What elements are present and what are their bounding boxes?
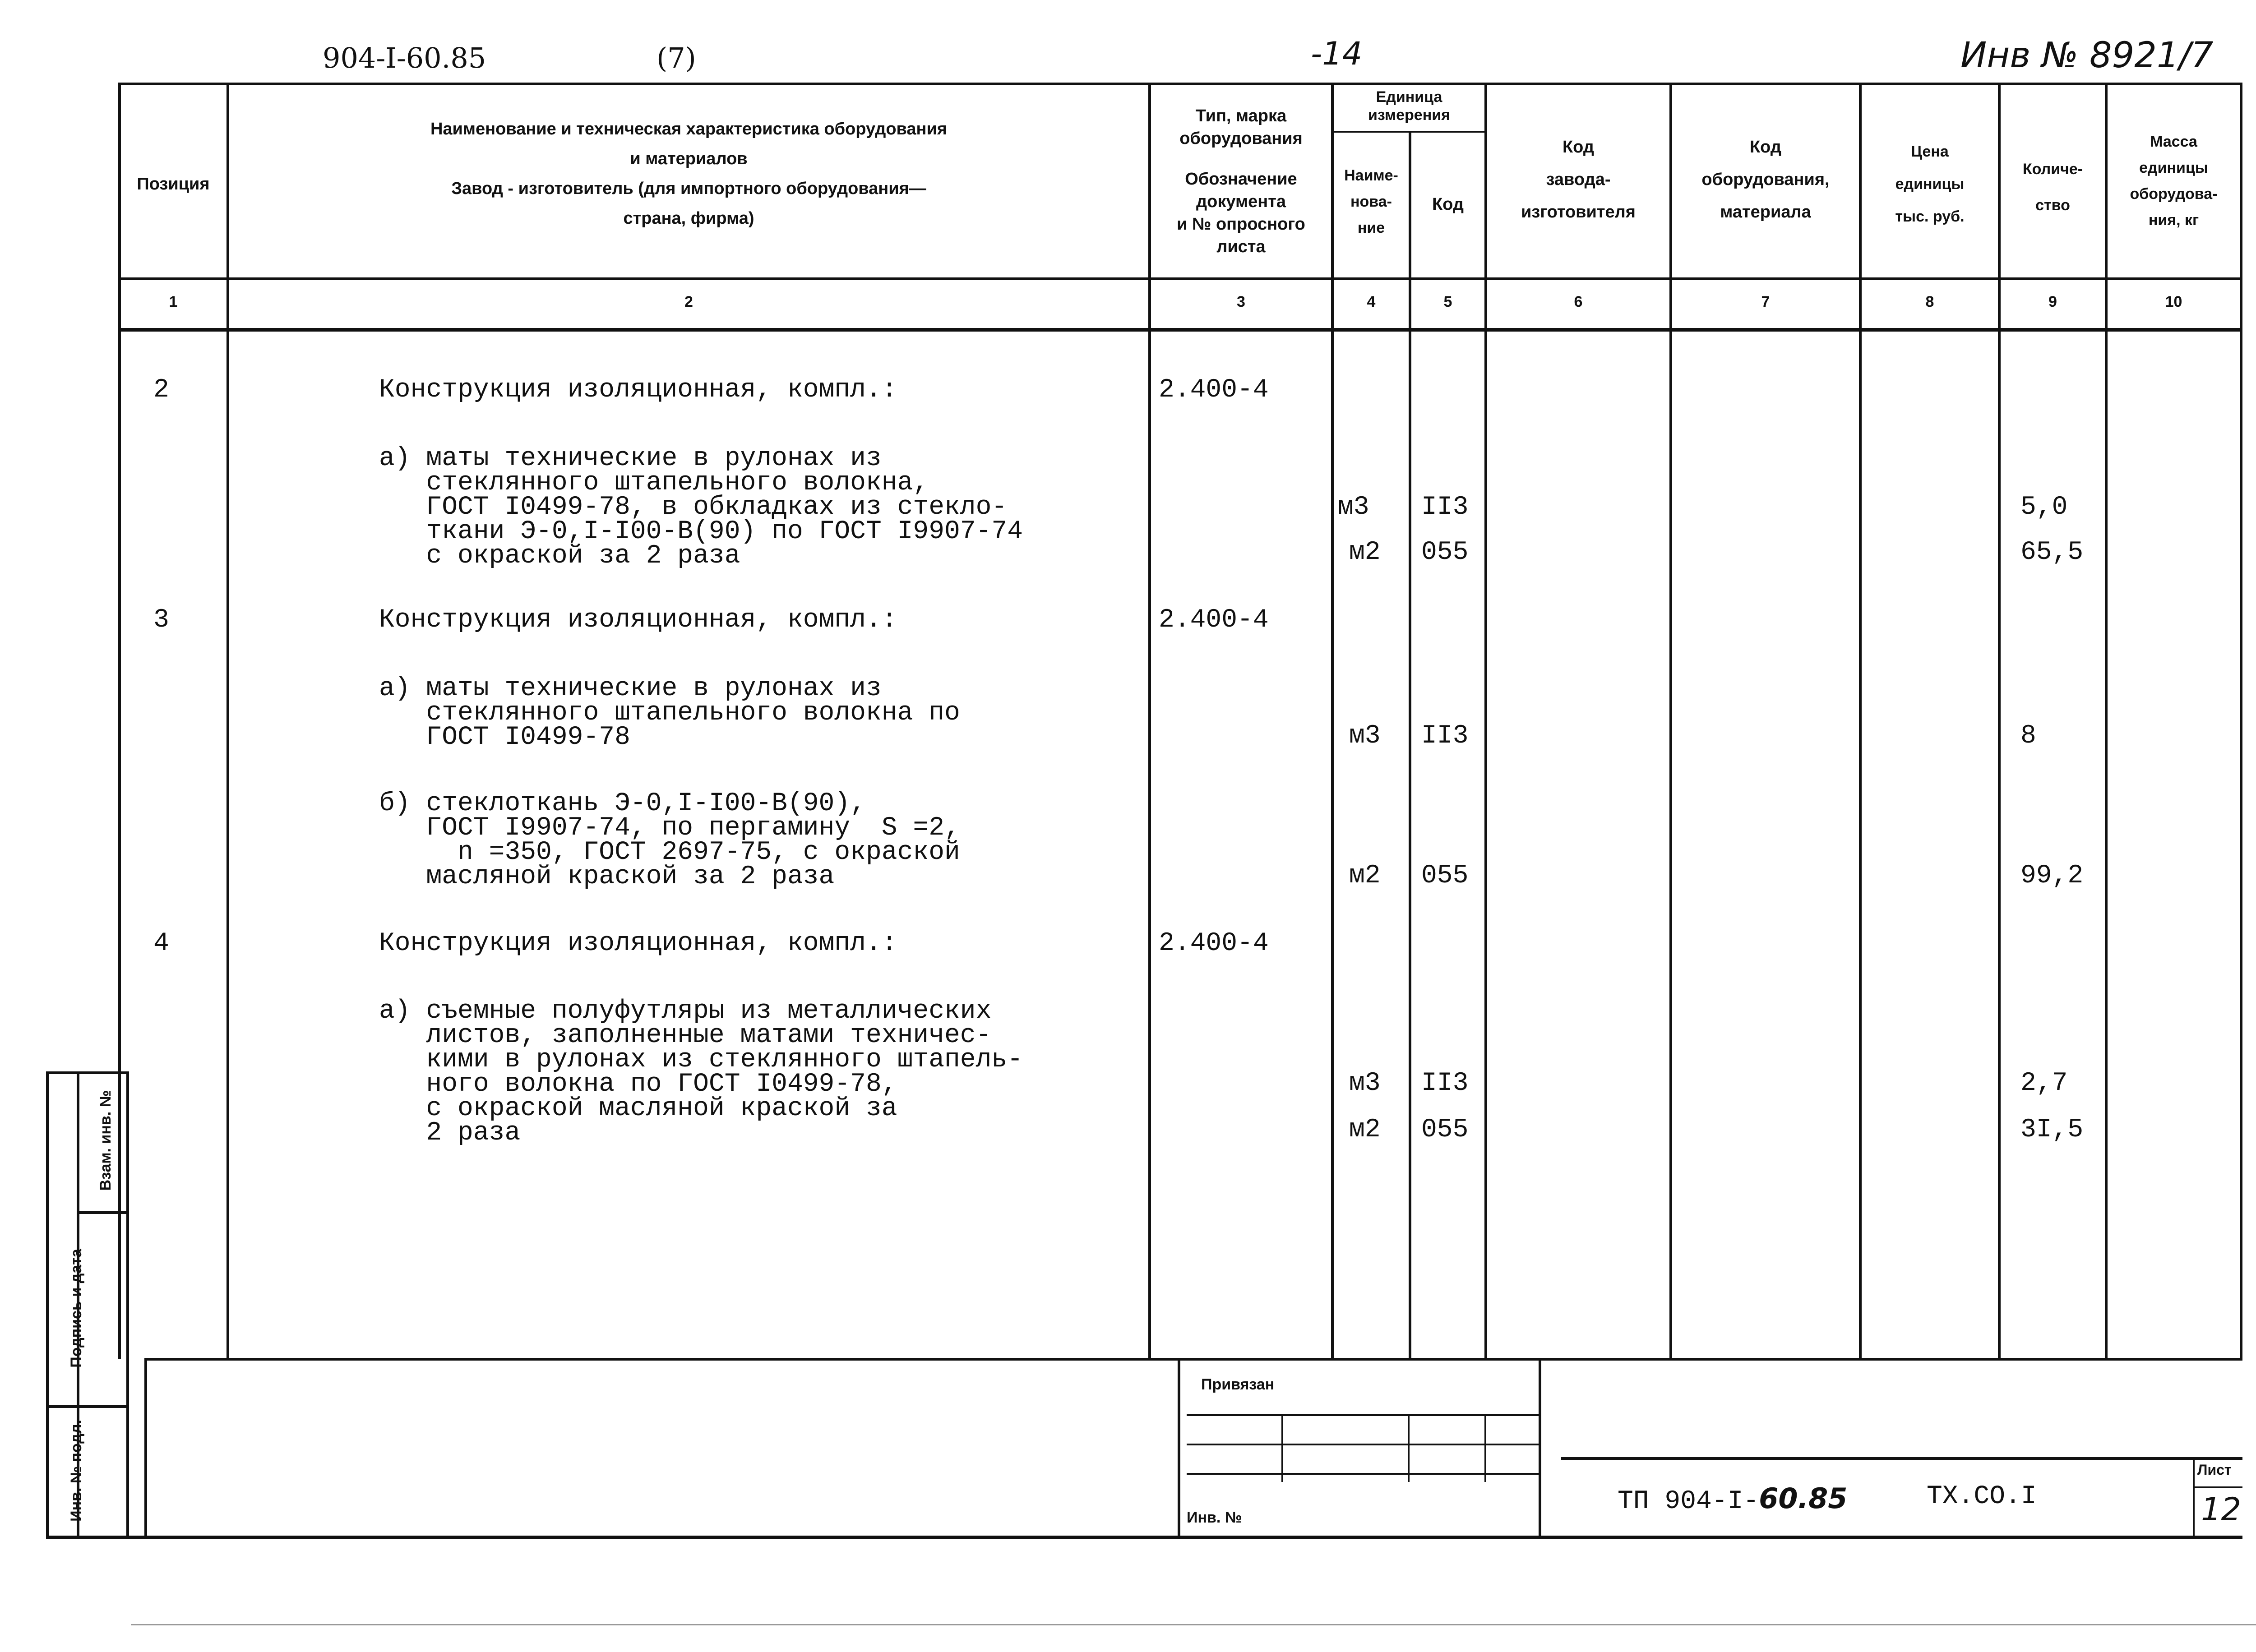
page-number: -14 <box>1311 35 1363 72</box>
row3-title: Конструкция изоляционная, компл.: <box>379 605 897 635</box>
header-name-line4: страна, фирма) <box>623 209 754 228</box>
header-name-line1: Наименование и техническая характеристика оборудования <box>430 120 948 138</box>
row4a-qty-1: 2,7 <box>2020 1069 2068 1098</box>
position-4: 4 <box>153 929 169 958</box>
header-unit-code: Код <box>1432 195 1464 214</box>
side-inv-podl: Инв. № подл. <box>68 1420 85 1522</box>
header-unit-line2: измерения <box>1368 106 1450 124</box>
row3b-code: 055 <box>1421 861 1469 891</box>
side-sign-date: Подпись и дата <box>68 1249 85 1368</box>
header-type-line1: Тип, марка <box>1195 106 1287 125</box>
header-price <box>1862 135 1998 233</box>
row4a-unit-1: м3 <box>1349 1069 1381 1098</box>
col-number-6: 6 <box>1574 293 1583 310</box>
row3a-unit: м3 <box>1349 721 1381 751</box>
header-factory-line3: изготовителя <box>1521 203 1636 221</box>
header-factory-line2: завода- <box>1546 170 1611 189</box>
row2-title: Конструкция изоляционная, компл.: <box>379 375 897 405</box>
header-price-line3: тыс. руб. <box>1895 208 1965 225</box>
col-number-10: 10 <box>2165 293 2182 310</box>
stamp-inv-no: Инв. № <box>1187 1509 1242 1526</box>
header-qty-line1: Количе- <box>2022 161 2083 178</box>
row2a-unit-1: м3 <box>1338 493 1369 522</box>
row3b-description: б) стеклоткань Э-0,I-I00-В(90), ГОСТ I9907-74, по пергамину S =2, n =350, ГОСТ 2697-75, с окраской масляной краской за 2 раза <box>379 789 960 891</box>
header-equip-line1: Код <box>1749 138 1782 157</box>
header-factory-code <box>1487 131 1669 228</box>
inventory-number: Инв № 8921/7 <box>1960 35 2214 76</box>
col-number-3: 3 <box>1237 293 1245 310</box>
header-type-line4: документа <box>1196 192 1286 211</box>
row4a-unit-2: м2 <box>1349 1115 1381 1144</box>
header-mass-line2: единицы <box>2139 159 2208 176</box>
header-price-line1: Цена <box>1911 143 1949 160</box>
row2-type: 2.400-4 <box>1159 375 1269 405</box>
header-unit-name <box>1334 162 1409 241</box>
col-number-7: 7 <box>1761 293 1770 310</box>
row2a-unit-2: м2 <box>1349 538 1381 567</box>
scan-edge-line <box>131 1624 2256 1625</box>
row3-type: 2.400-4 <box>1159 605 1269 635</box>
row2a-description: а) маты технические в рулонах из стеклянного штапельного волокна, ГОСТ I0499-78, в обкладках из стекло- ткани Э-0,I-I00-В(90) по ГОСТ I9907-74 с окраской за 2 раза <box>379 444 1023 571</box>
col-number-8: 8 <box>1925 293 1934 310</box>
stamp-sheet-number: 12 <box>2201 1491 2242 1528</box>
header-unit-name2: нова- <box>1350 193 1392 210</box>
document-code: 904-I-60.85 <box>323 42 486 74</box>
header-name-line2: и материалов <box>630 149 748 168</box>
row3a-qty: 8 <box>2020 721 2036 751</box>
row4a-description: а) съемные полуфутляры из металлических листов, заполненные матами техничес- кими в рулонах из стеклянного штапель- ного волокна по ГОСТ I0499-78, с окраской масляной краской за 2 раза <box>379 997 1023 1148</box>
header-type <box>1151 105 1331 258</box>
row3b-unit: м2 <box>1349 861 1381 891</box>
row4-title: Конструкция изоляционная, компл.: <box>379 929 897 958</box>
stamp-privyazan: Привязан <box>1201 1376 1275 1393</box>
header-equip-line3: материала <box>1720 203 1811 221</box>
position-3: 3 <box>153 605 169 635</box>
header-quantity <box>2001 151 2105 223</box>
row2a-code-1: II3 <box>1421 493 1469 522</box>
row2a-code-2: 055 <box>1421 538 1469 567</box>
row4a-qty-2: 3I,5 <box>2020 1115 2084 1144</box>
header-price-line2: единицы <box>1895 175 1965 193</box>
header-mass <box>2108 129 2240 233</box>
header-type-line6: листа <box>1216 237 1266 256</box>
header-unit-line1: Единица <box>1376 88 1442 106</box>
header-mass-line4: ния, кг <box>2148 212 2199 229</box>
header-type-line3: Обозначение <box>1185 170 1297 189</box>
row2a-qty-1: 5,0 <box>2020 493 2068 522</box>
header-mass-line3: оборудова- <box>2130 185 2218 203</box>
row3a-description: а) маты технические в рулонах из стеклянного штапельного волокна по ГОСТ I0499-78 <box>379 674 960 752</box>
col-number-2: 2 <box>684 293 693 310</box>
stamp-tp-prefix: ТП 904-I- <box>1618 1487 1759 1516</box>
row2a-qty-2: 65,5 <box>2020 538 2084 567</box>
col-number-9: 9 <box>2048 293 2057 310</box>
stamp-tp-number <box>1618 1482 1847 1516</box>
header-unit <box>1334 88 1484 124</box>
col-number-5: 5 <box>1443 293 1452 310</box>
header-name-line3: Завод - изготовитель (для импортного оборудования— <box>451 179 926 198</box>
header-factory-line1: Код <box>1562 138 1595 157</box>
col-number-1: 1 <box>169 293 178 310</box>
sheet-paren: (7) <box>656 42 696 74</box>
row3a-code: II3 <box>1421 721 1469 751</box>
header-unit-name3: ние <box>1357 219 1385 236</box>
stamp-tp-suffix: 60.85 <box>1759 1482 1848 1515</box>
header-unit-name1: Наиме- <box>1344 167 1398 184</box>
side-inv-zam: Взам. инв. № <box>97 1090 114 1191</box>
position-2: 2 <box>153 375 169 405</box>
header-equip-line2: оборудования, <box>1701 170 1830 189</box>
stamp-doc-mark: ТХ.СО.I <box>1927 1482 2037 1511</box>
col-number-4: 4 <box>1367 293 1376 310</box>
header-equipment-code <box>1672 131 1859 228</box>
row4a-code-1: II3 <box>1421 1069 1469 1098</box>
row4a-code-2: 055 <box>1421 1115 1469 1144</box>
header-type-line5: и № опросного <box>1177 215 1305 234</box>
header-mass-line1: Масса <box>2150 133 2197 150</box>
header-position: Позиция <box>137 175 210 194</box>
header-name <box>229 116 1148 231</box>
row3b-qty: 99,2 <box>2020 861 2084 891</box>
row4-type: 2.400-4 <box>1159 929 1269 958</box>
header-qty-line2: ство <box>2035 197 2070 214</box>
stamp-sheet-label: Лист <box>2197 1462 2232 1478</box>
header-type-line2: оборудования <box>1179 129 1303 148</box>
